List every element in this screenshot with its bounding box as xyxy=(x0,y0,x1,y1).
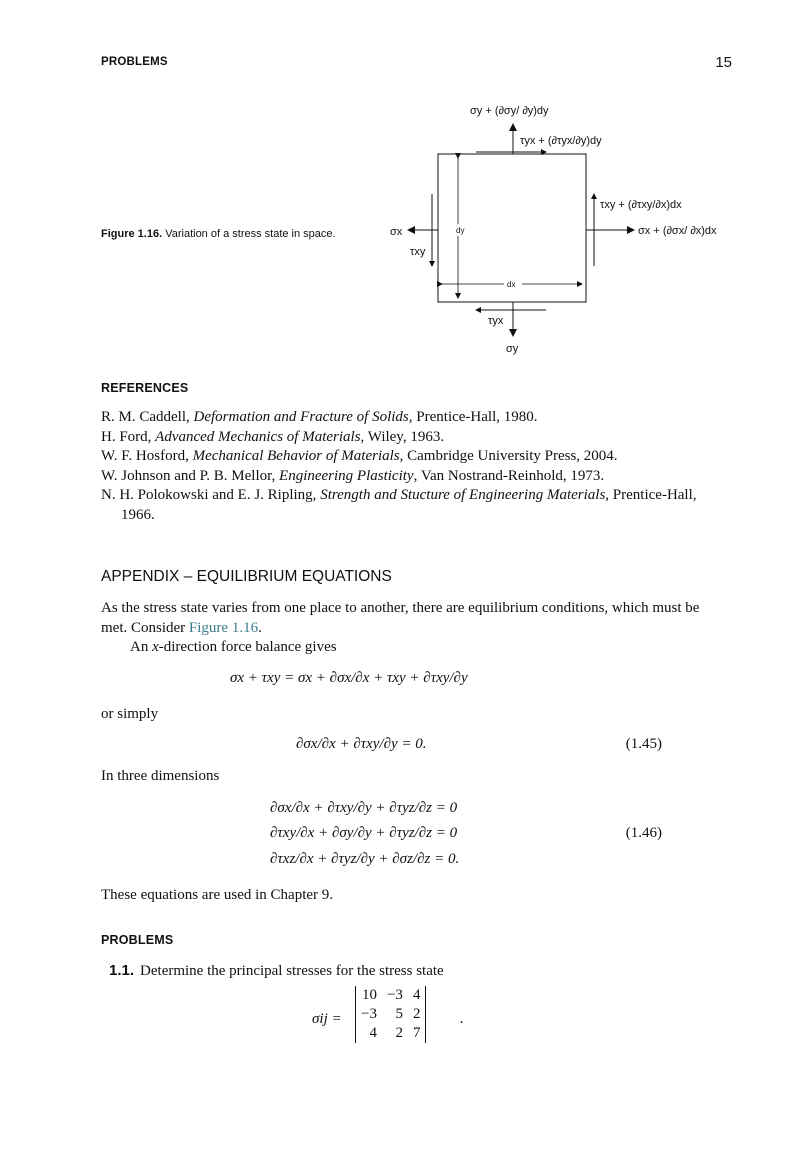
figure-caption-text: Variation of a stress state in space. xyxy=(165,228,336,240)
force-balance-intro: An x-direction force balance gives xyxy=(130,639,337,655)
or-simply-text: or simply xyxy=(101,706,159,722)
equation-1-46-line: ∂σx/∂x + ∂τxy/∂y + ∂τyz/∂z = 0 xyxy=(270,800,458,816)
equation-1-45: ∂σx/∂x + ∂τxy/∂y = 0. xyxy=(296,736,427,752)
matrix-row: −3 5 2 xyxy=(361,1006,421,1022)
equation-1-46-line: ∂τxz/∂x + ∂τyz/∂y + ∂σz/∂z = 0. xyxy=(270,851,460,867)
figure-caption xyxy=(101,228,336,240)
equation-number-1-45: (1.45) xyxy=(625,736,662,752)
figure-caption-label: Figure 1.16. xyxy=(101,228,163,240)
matrix-row: 4 2 7 xyxy=(369,1025,421,1041)
problems-heading: PROBLEMS xyxy=(101,933,174,947)
three-dimensions-text: In three dimensions xyxy=(101,768,220,784)
matrix-lhs: σij = xyxy=(312,1011,342,1027)
label-right-sigma: σx + (∂σx/ ∂x)dx xyxy=(638,225,717,237)
references-heading: REFERENCES xyxy=(101,381,189,395)
matrix-row: 10 −3 4 xyxy=(361,987,421,1003)
problem-text: Determine the principal stresses for the stress state xyxy=(140,963,444,979)
reference-item: H. Ford, Advanced Mechanics of Materials, Wiley, 1963. xyxy=(101,428,445,445)
label-right-tau: τxy + (∂τxy/∂x)dx xyxy=(600,199,682,211)
equation-1-46-line: ∂τxy/∂x + ∂σy/∂y + ∂τyz/∂z = 0 xyxy=(270,825,458,841)
references-list xyxy=(101,408,701,525)
appendix-paragraph: As the stress state varies from one place to another, there are equilibrium conditions, which must be met. Consider Figure 1.16. xyxy=(101,600,700,636)
closing-text: These equations are used in Chapter 9. xyxy=(101,887,334,903)
matrix-end: . xyxy=(460,1011,464,1027)
label-top-sigma: σy + (∂σy/ ∂y)dy xyxy=(470,105,549,117)
reference-item: R. M. Caddell, Deformation and Fracture of Solids, Prentice-Hall, 1980. xyxy=(101,409,538,425)
reference-item: W. Johnson and P. B. Mellor, Engineering Plasticity, Van Nostrand-Reinhold, 1973. xyxy=(101,467,605,484)
figure-link[interactable]: Figure 1.16 xyxy=(188,619,259,636)
label-bottom-sigma: σy xyxy=(506,343,519,355)
equation-balance: σx + τxy = σx + ∂σx/∂x + τxy + ∂τxy/∂y xyxy=(230,670,468,686)
problem-number: 1.1. xyxy=(109,962,135,979)
appendix-heading: APPENDIX – EQUILIBRIUM EQUATIONS xyxy=(101,568,392,585)
label-dy: dy xyxy=(456,226,465,235)
equation-number-1-46: (1.46) xyxy=(625,825,662,841)
label-bottom-tau: τyx xyxy=(488,315,504,327)
running-header: PROBLEMS xyxy=(101,56,168,68)
label-left-tau: τxy xyxy=(410,246,426,258)
label-dx: dx xyxy=(507,280,516,289)
stress-element-diagram xyxy=(380,98,740,360)
label-left-sigma: σx xyxy=(390,226,403,238)
reference-item: W. F. Hosford, Mechanical Behavior of Materials, Cambridge University Press, 2004. xyxy=(101,448,618,464)
label-top-tau: τyx + (∂τyx/∂y)dy xyxy=(520,135,602,147)
stress-matrix xyxy=(355,986,426,1043)
problem-1-1 xyxy=(109,962,444,980)
page-number: 15 xyxy=(715,54,732,71)
reference-item: N. H. Polokowski and E. J. Ripling, Strength and Stucture of Engineering Materials, Prentice-Hall, 1966. xyxy=(101,487,697,523)
